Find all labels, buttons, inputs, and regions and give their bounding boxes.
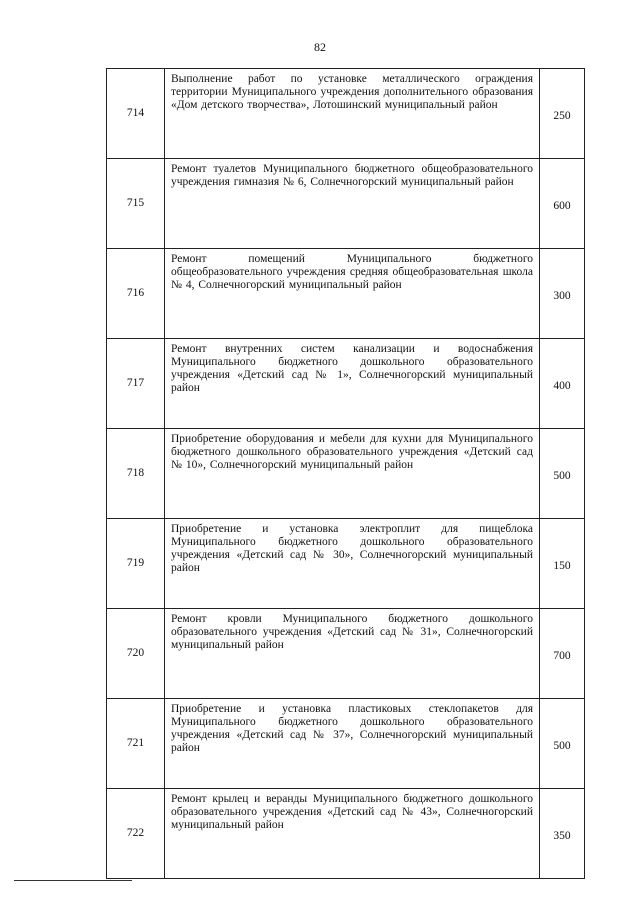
row-amount: 250 [540, 69, 585, 159]
table-row [107, 159, 585, 249]
row-number: 715 [107, 159, 165, 249]
table-row [107, 339, 585, 429]
footnote-separator-line [14, 880, 132, 881]
row-amount: 700 [540, 609, 585, 699]
row-number: 714 [107, 69, 165, 159]
row-number: 716 [107, 249, 165, 339]
row-amount: 500 [540, 429, 585, 519]
row-amount: 500 [540, 699, 585, 789]
table-row [107, 789, 585, 879]
row-number: 720 [107, 609, 165, 699]
row-number: 722 [107, 789, 165, 879]
table-row [107, 429, 585, 519]
row-description: Ремонт туалетов Муниципального бюджетного общеобразовательного учреждения гимназия № 6, Солнечногорский муниципальный район [165, 159, 540, 249]
row-amount: 300 [540, 249, 585, 339]
table-row [107, 519, 585, 609]
row-number: 719 [107, 519, 165, 609]
row-amount: 600 [540, 159, 585, 249]
row-amount: 350 [540, 789, 585, 879]
row-amount: 400 [540, 339, 585, 429]
page-number: 82 [314, 40, 326, 54]
allocation-table [106, 68, 585, 879]
row-description: Приобретение и установка пластиковых стеклопакетов для Муниципального бюджетного дошкольного образовательного учреждения «Детский сад № 37», Солнечногорский муниципальный район [165, 699, 540, 789]
row-description: Ремонт крылец и веранды Муниципального бюджетного дошкольного образовательного учреждения «Детский сад № 43», Солнечногорский муниципальный район [165, 789, 540, 879]
row-description: Ремонт кровли Муниципального бюджетного дошкольного образовательного учреждения «Детский сад № 31», Солнечногорский муниципальный район [165, 609, 540, 699]
row-number: 717 [107, 339, 165, 429]
table-row [107, 249, 585, 339]
table-row [107, 699, 585, 789]
table-row [107, 609, 585, 699]
table-row [107, 69, 585, 159]
row-number: 718 [107, 429, 165, 519]
row-amount: 150 [540, 519, 585, 609]
row-description: Выполнение работ по установке металлического ограждения территории Муниципального учреждения дополнительного образования «Дом детского творчества», Лотошинский муниципальный район [165, 69, 540, 159]
row-description: Ремонт внутренних систем канализации и водоснабжения Муниципального бюджетного дошкольного образовательного учреждения «Детский сад № 1», Солнечногорский муниципальный район [165, 339, 540, 429]
row-number: 721 [107, 699, 165, 789]
row-description: Приобретение и установка электроплит для пищеблока Муниципального бюджетного дошкольного образовательного учреждения «Детский сад № 30», Солнечногорский муниципальный район [165, 519, 540, 609]
row-description: Ремонт помещений Муниципального бюджетного общеобразовательного учреждения средняя общеобразовательная школа № 4, Солнечногорский муниципальный район [165, 249, 540, 339]
row-description: Приобретение оборудования и мебели для кухни для Муниципального бюджетного дошкольного образовательного учреждения «Детский сад № 10», Солнечногорский муниципальный район [165, 429, 540, 519]
